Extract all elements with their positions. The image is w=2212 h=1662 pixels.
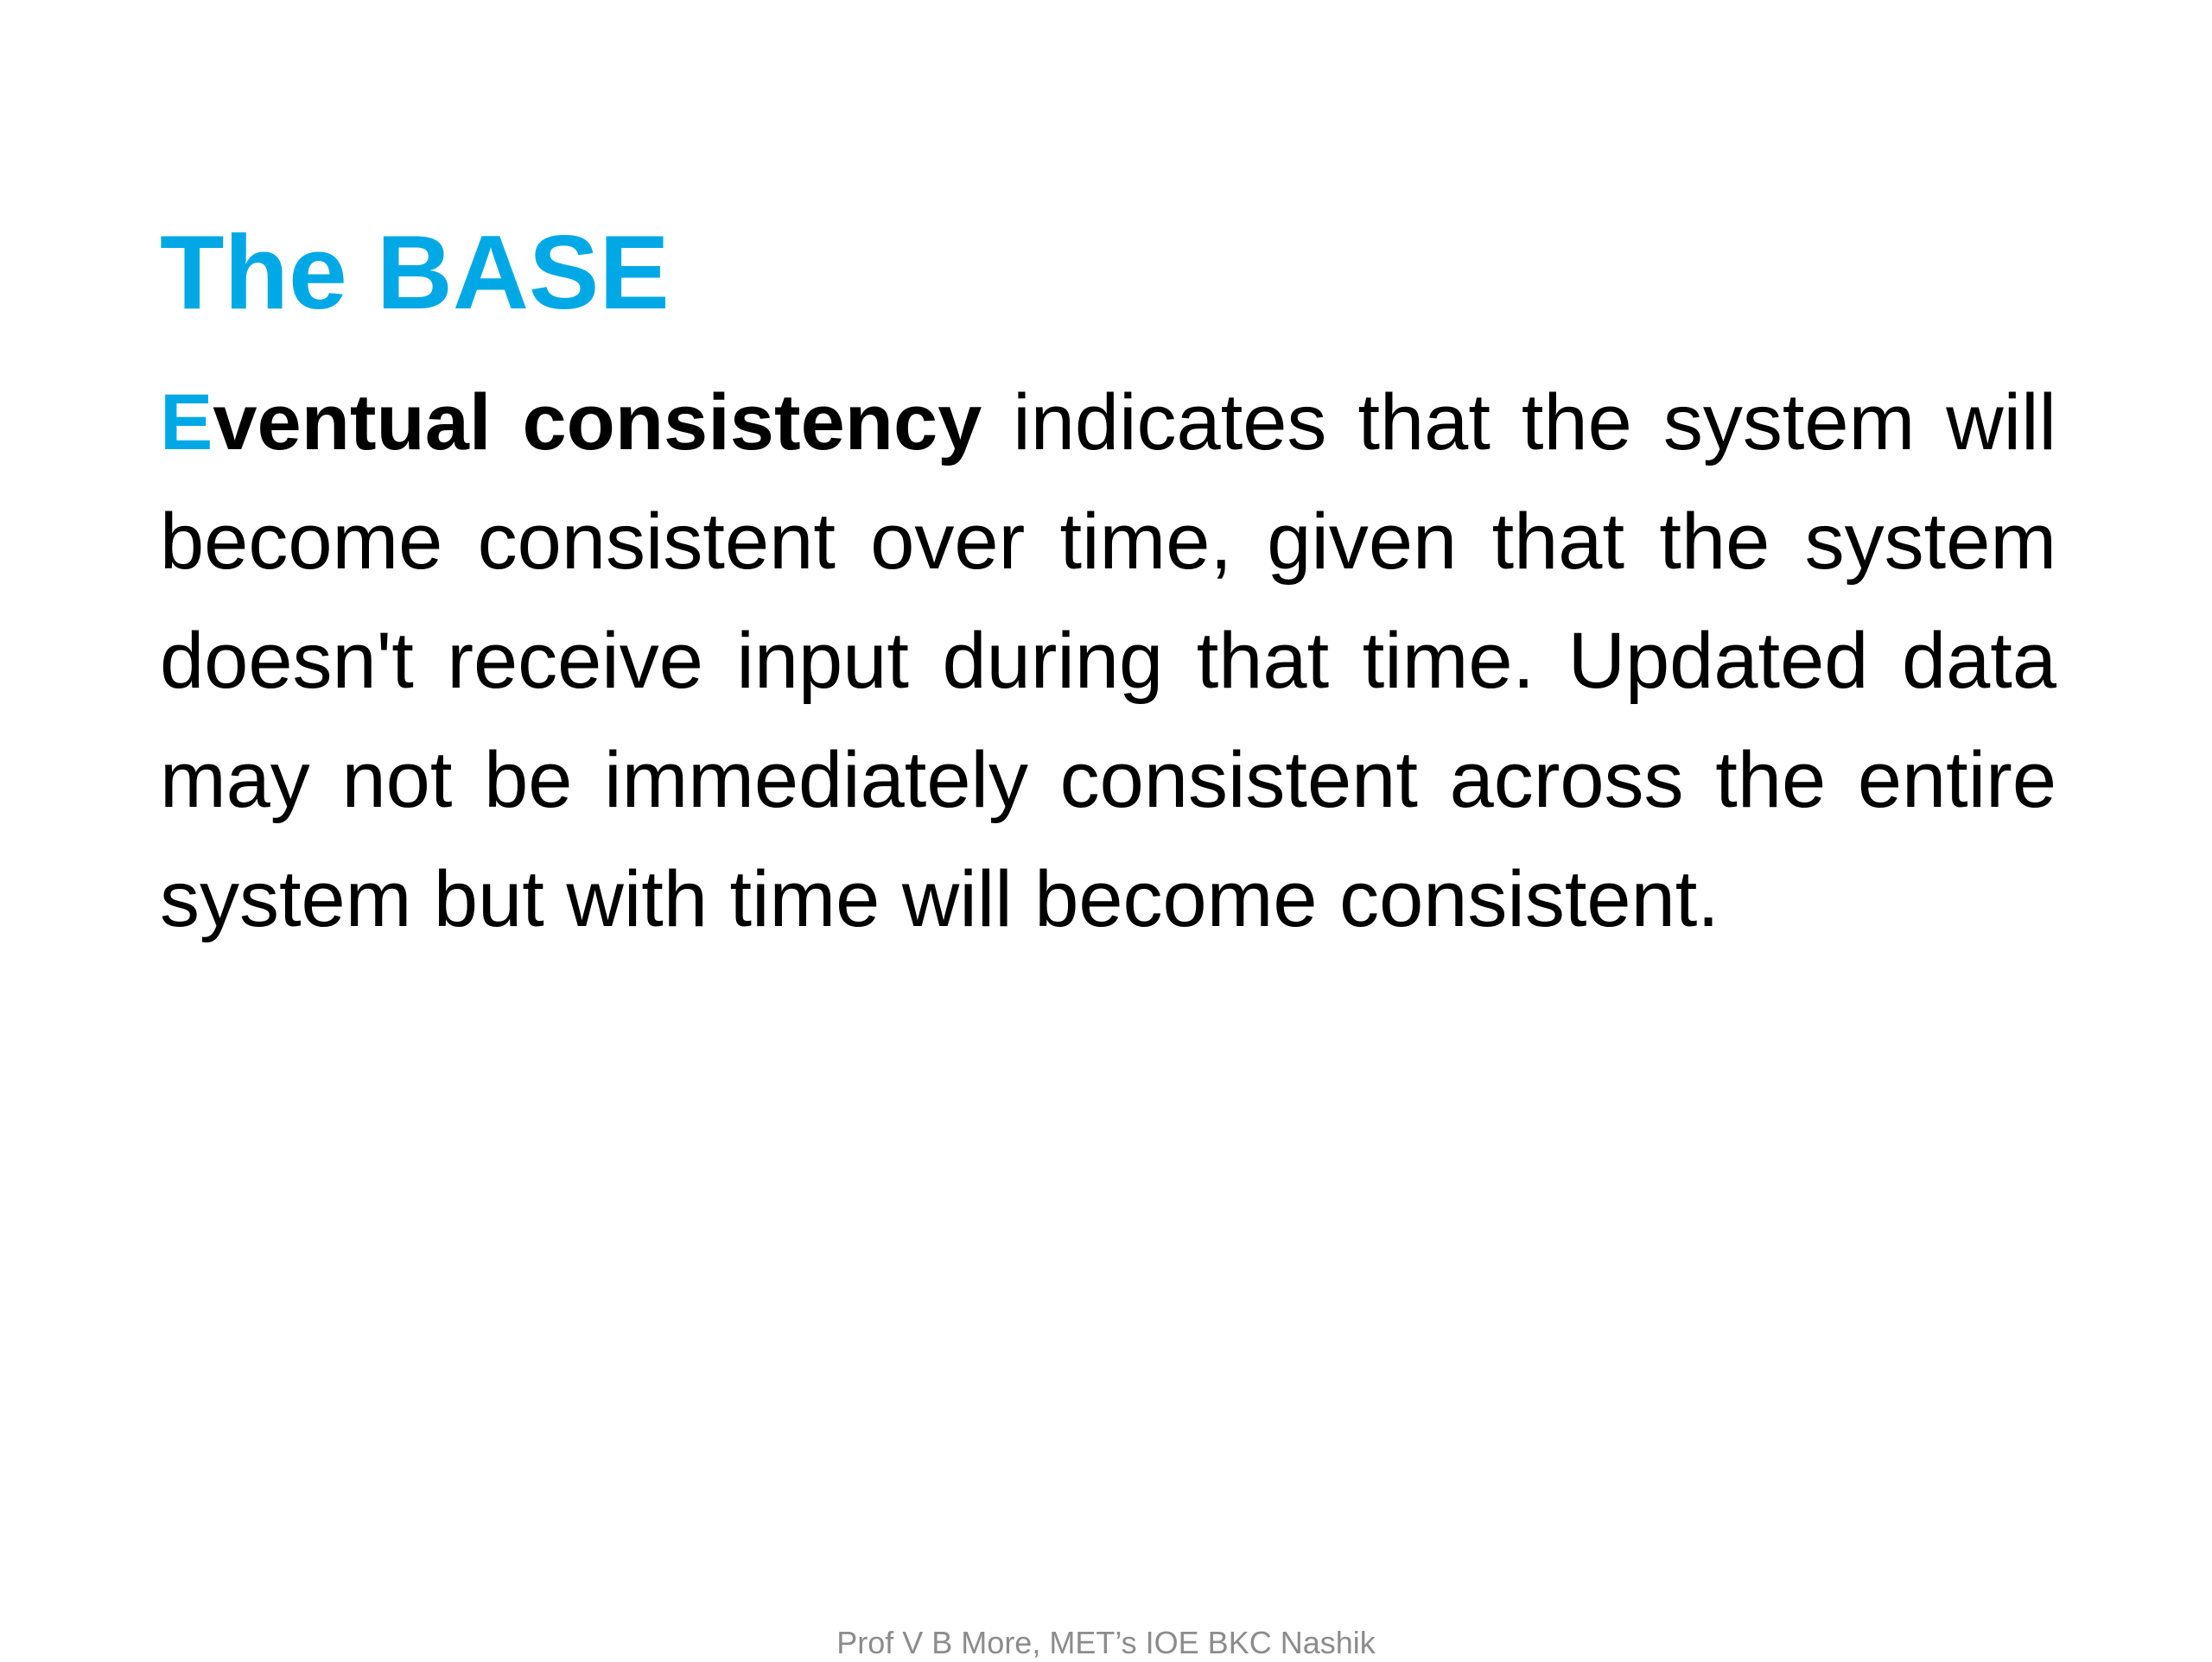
definition-text: indicates that the system will become consistent over time, given that the system doesn't receive input during that time. Updated data may not be immediately consistent across the entire system but with time will become consistent.	[160, 378, 2056, 943]
slide-footer: Prof V B More, MET’s IOE BKC Nashik	[836, 1625, 1376, 1660]
definition-paragraph	[160, 363, 2056, 959]
key-term: ventual consistency	[213, 378, 982, 466]
slide-title: The BASE	[160, 213, 670, 331]
accent-initial-letter: E	[160, 378, 213, 466]
